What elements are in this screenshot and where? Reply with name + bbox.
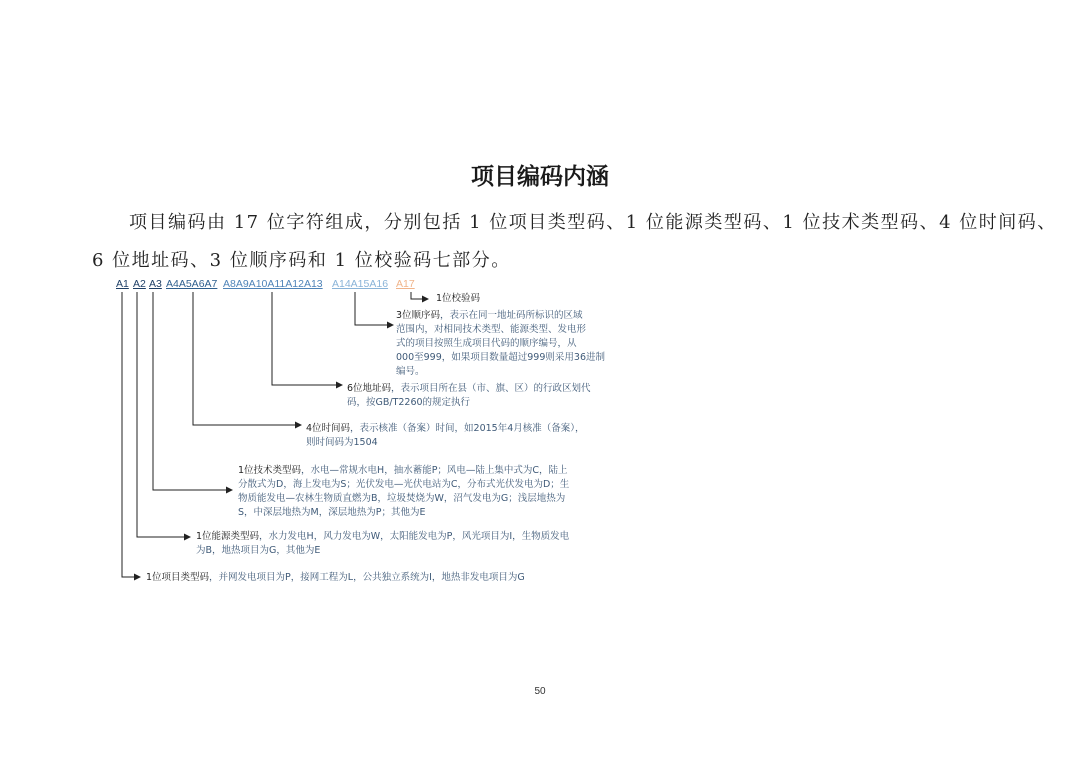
desc-time: 4位时间码，表示核准（备案）时间，如2015年4月核准（备案）， 则时间码为1504 <box>306 423 585 448</box>
code-sequence: A14A15A16 <box>332 278 389 290</box>
page-number: 50 <box>534 686 546 697</box>
desc-check-label: 1位校验码 <box>436 293 481 304</box>
desc-check <box>436 292 480 306</box>
connector-energy <box>137 292 190 537</box>
connector-sequence <box>355 292 393 325</box>
code-check: A17 <box>396 278 415 290</box>
desc-address: 6位地址码，表示项目所在县（市、旗、区）的行政区划代 码，按GB/T2260的规定执行 <box>347 383 591 408</box>
connector-check <box>411 292 428 299</box>
desc-tech: 1位技术类型码，水电—常规水电H，抽水蓄能P；风电—陆上集中式为C，陆上 分散式为D，海上发电为S；光伏发电—光伏电站为C，分布式光伏发电为D；生 物质能发电—农林生物质直燃为B，垃圾焚烧为W，沼气发电为G；浅层地热为 S，中深层地热为M，深层地热为P；其他为E <box>238 465 570 518</box>
desc-sequence: 3位顺序码，表示在同一地址码所标识的区域 范围内，对相同技术类型、能源类型、发电形 式的项目按照生成项目代码的顺序编号，从 000至999，如果项目数量超过999则采用36进制 编号。 <box>396 310 605 377</box>
connector-address <box>272 292 342 385</box>
code-a2: A2 <box>133 278 146 290</box>
intro-paragraph-line-1: 项目编码由 17 位字符组成，分别包括 1 位项目类型码、1 位能源类型码、1 位技术类型码、4 位时间码、 <box>129 212 1057 233</box>
code-address: A8A9A10A11A12A13 <box>223 278 323 290</box>
intro-paragraph-line-2: 6 位地址码、3 位顺序码和 1 位校验码七部分。 <box>92 250 511 271</box>
desc-energy: 1位能源类型码，水力发电H，风力发电为W，太阳能发电为P，风光项目为I，生物质发电 为B，地热项目为G，其他为E <box>196 531 570 556</box>
desc-project: 1位项目类型码，并网发电项目为P，接网工程为L，公共独立系统为I，地热非发电项目为G <box>146 572 525 583</box>
code-a1: A1 <box>116 278 129 290</box>
code-time: A4A5A6A7 <box>166 278 218 290</box>
connector-time <box>193 292 301 425</box>
page-title: 项目编码内涵 <box>471 164 609 190</box>
code-a3: A3 <box>149 278 162 290</box>
